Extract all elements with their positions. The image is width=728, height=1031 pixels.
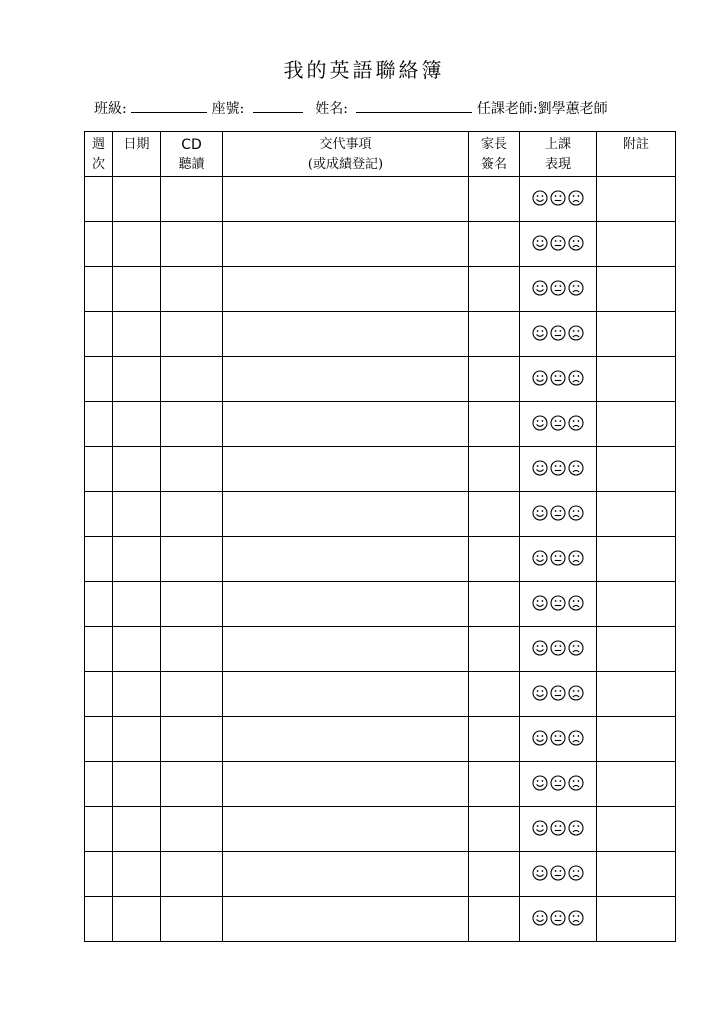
table-row (85, 447, 676, 492)
date-cell[interactable] (113, 717, 161, 762)
date-cell[interactable] (113, 672, 161, 717)
week-cell[interactable] (85, 807, 113, 852)
notes-cell[interactable] (597, 222, 676, 267)
table-row (85, 357, 676, 402)
notes-cell[interactable] (597, 672, 676, 717)
name-blank[interactable] (356, 100, 472, 113)
table-row (85, 222, 676, 267)
parent-signature-cell[interactable] (469, 672, 520, 717)
neutral-face-icon[interactable] (550, 865, 566, 881)
week-cell[interactable] (85, 537, 113, 582)
date-cell[interactable] (113, 312, 161, 357)
performance-rating-faces (532, 910, 584, 926)
week-cell[interactable] (85, 672, 113, 717)
sad-face-icon[interactable] (568, 370, 584, 386)
performance-rating-faces (532, 280, 584, 296)
cd-header-line2: 聽讀 (178, 157, 205, 172)
cd-cell[interactable] (161, 312, 223, 357)
table-row (85, 582, 676, 627)
parent-signature-cell[interactable] (469, 222, 520, 267)
notes-cell[interactable] (597, 492, 676, 537)
sad-face-icon[interactable] (568, 550, 584, 566)
neutral-face-icon[interactable] (550, 235, 566, 251)
cd-cell[interactable] (161, 537, 223, 582)
performance-rating-faces (532, 820, 584, 836)
performance-rating-faces (532, 775, 584, 791)
performance-rating-faces (532, 730, 584, 746)
sad-face-icon[interactable] (568, 595, 584, 611)
cd-cell[interactable] (161, 672, 223, 717)
cd-cell[interactable] (161, 177, 223, 222)
performance-cell (520, 852, 597, 897)
table-row (85, 312, 676, 357)
week-cell[interactable] (85, 897, 113, 942)
parent-signature-cell[interactable] (469, 852, 520, 897)
sad-face-icon[interactable] (568, 865, 584, 881)
teacher-label: 任課老師:劉學蕙老師 (476, 101, 608, 117)
table-row (85, 762, 676, 807)
parent-header-line2: 簽名 (480, 157, 507, 172)
cd-cell[interactable] (161, 492, 223, 537)
tasks-cell[interactable] (223, 627, 469, 672)
date-cell[interactable] (113, 222, 161, 267)
notes-cell[interactable] (597, 627, 676, 672)
performance-cell (520, 762, 597, 807)
date-cell[interactable] (113, 537, 161, 582)
table-row (85, 717, 676, 762)
neutral-face-icon[interactable] (550, 595, 566, 611)
parent-signature-cell[interactable] (469, 177, 520, 222)
performance-cell (520, 627, 597, 672)
happy-face-icon[interactable] (532, 820, 548, 836)
happy-face-icon[interactable] (532, 865, 548, 881)
performance-cell (520, 447, 597, 492)
performance-cell (520, 177, 597, 222)
neutral-face-icon[interactable] (550, 280, 566, 296)
happy-face-icon[interactable] (532, 595, 548, 611)
sad-face-icon[interactable] (568, 460, 584, 476)
parent-signature-cell[interactable] (469, 357, 520, 402)
tasks-cell[interactable] (223, 672, 469, 717)
cd-cell[interactable] (161, 402, 223, 447)
date-cell[interactable] (113, 582, 161, 627)
week-cell[interactable] (85, 852, 113, 897)
parent-signature-cell[interactable] (469, 402, 520, 447)
table-row (85, 807, 676, 852)
seat-blank[interactable] (253, 100, 303, 113)
page-title: 我的英語聯絡簿 (283, 58, 445, 82)
week-cell[interactable] (85, 762, 113, 807)
tasks-cell[interactable] (223, 312, 469, 357)
student-info-line (94, 98, 608, 118)
neutral-face-icon[interactable] (550, 550, 566, 566)
happy-face-icon[interactable] (532, 730, 548, 746)
notes-cell[interactable] (597, 402, 676, 447)
parent-signature-cell[interactable] (469, 627, 520, 672)
sad-face-icon[interactable] (568, 775, 584, 791)
neutral-face-icon[interactable] (550, 370, 566, 386)
cd-header (161, 132, 223, 177)
performance-cell (520, 897, 597, 942)
parent-header (469, 132, 520, 177)
tasks-header-line1: 交代事項 (319, 137, 372, 152)
sad-face-icon[interactable] (568, 910, 584, 926)
date-cell[interactable] (113, 762, 161, 807)
week-cell[interactable] (85, 177, 113, 222)
performance-cell (520, 312, 597, 357)
cd-cell[interactable] (161, 762, 223, 807)
happy-face-icon[interactable] (532, 505, 548, 521)
date-cell[interactable] (113, 492, 161, 537)
sad-face-icon[interactable] (568, 415, 584, 431)
table-row (85, 402, 676, 447)
week-cell[interactable] (85, 402, 113, 447)
tasks-cell[interactable] (223, 177, 469, 222)
neutral-face-icon[interactable] (550, 775, 566, 791)
neutral-face-icon[interactable] (550, 685, 566, 701)
notes-cell[interactable] (597, 807, 676, 852)
week-cell[interactable] (85, 222, 113, 267)
date-header-label: 日期 (123, 137, 150, 152)
parent-signature-cell[interactable] (469, 717, 520, 762)
date-cell[interactable] (113, 357, 161, 402)
tasks-cell[interactable] (223, 402, 469, 447)
performance-header-line1: 上課 (544, 137, 571, 152)
happy-face-icon[interactable] (532, 235, 548, 251)
happy-face-icon[interactable] (532, 415, 548, 431)
performance-cell (520, 222, 597, 267)
notes-cell[interactable] (597, 177, 676, 222)
performance-header (520, 132, 597, 177)
tasks-cell[interactable] (223, 717, 469, 762)
happy-face-icon[interactable] (532, 325, 548, 341)
tasks-header (223, 132, 469, 177)
neutral-face-icon[interactable] (550, 910, 566, 926)
notes-cell[interactable] (597, 357, 676, 402)
notes-cell[interactable] (597, 762, 676, 807)
parent-signature-cell[interactable] (469, 492, 520, 537)
week-header-line2: 次 (91, 157, 105, 172)
cd-cell[interactable] (161, 222, 223, 267)
week-cell[interactable] (85, 582, 113, 627)
table-row (85, 492, 676, 537)
sad-face-icon[interactable] (568, 730, 584, 746)
happy-face-icon[interactable] (532, 550, 548, 566)
parent-signature-cell[interactable] (469, 807, 520, 852)
header-row (85, 132, 676, 177)
performance-rating-faces (532, 190, 584, 206)
parent-signature-cell[interactable] (469, 447, 520, 492)
date-cell[interactable] (113, 267, 161, 312)
performance-cell (520, 672, 597, 717)
notes-cell[interactable] (597, 852, 676, 897)
parent-signature-cell[interactable] (469, 762, 520, 807)
date-cell[interactable] (113, 897, 161, 942)
performance-rating-faces (532, 550, 584, 566)
notes-cell[interactable] (597, 447, 676, 492)
sad-face-icon[interactable] (568, 685, 584, 701)
table-row (85, 537, 676, 582)
table-row (85, 897, 676, 942)
cd-cell[interactable] (161, 852, 223, 897)
happy-face-icon[interactable] (532, 775, 548, 791)
cd-cell[interactable] (161, 447, 223, 492)
performance-cell (520, 492, 597, 537)
date-header (113, 132, 161, 177)
neutral-face-icon[interactable] (550, 460, 566, 476)
week-cell[interactable] (85, 717, 113, 762)
performance-rating-faces (532, 865, 584, 881)
happy-face-icon[interactable] (532, 685, 548, 701)
tasks-cell[interactable] (223, 267, 469, 312)
notes-cell[interactable] (597, 537, 676, 582)
performance-rating-faces (532, 415, 584, 431)
table-row (85, 177, 676, 222)
cd-cell[interactable] (161, 582, 223, 627)
neutral-face-icon[interactable] (550, 415, 566, 431)
performance-rating-faces (532, 325, 584, 341)
sad-face-icon[interactable] (568, 640, 584, 656)
performance-rating-faces (532, 595, 584, 611)
tasks-header-line2: (或成績登記) (307, 157, 384, 172)
sad-face-icon[interactable] (568, 325, 584, 341)
performance-rating-faces (532, 235, 584, 251)
week-header-line1: 週 (91, 137, 105, 152)
seat-label: 座號: (211, 101, 245, 117)
cd-cell[interactable] (161, 897, 223, 942)
performance-rating-faces (532, 640, 584, 656)
tasks-cell[interactable] (223, 492, 469, 537)
happy-face-icon[interactable] (532, 280, 548, 296)
tasks-cell[interactable] (223, 807, 469, 852)
performance-cell (520, 537, 597, 582)
happy-face-icon[interactable] (532, 190, 548, 206)
tasks-cell[interactable] (223, 897, 469, 942)
week-cell[interactable] (85, 447, 113, 492)
tasks-cell[interactable] (223, 582, 469, 627)
sad-face-icon[interactable] (568, 820, 584, 836)
notes-cell[interactable] (597, 582, 676, 627)
sad-face-icon[interactable] (568, 235, 584, 251)
neutral-face-icon[interactable] (550, 820, 566, 836)
week-cell[interactable] (85, 492, 113, 537)
tasks-cell[interactable] (223, 852, 469, 897)
week-header (85, 132, 113, 177)
neutral-face-icon[interactable] (550, 505, 566, 521)
class-label: 班級: (94, 101, 127, 117)
neutral-face-icon[interactable] (550, 190, 566, 206)
cd-header-line1: CD (181, 137, 202, 153)
performance-cell (520, 267, 597, 312)
table-row (85, 267, 676, 312)
notes-cell[interactable] (597, 267, 676, 312)
performance-cell (520, 717, 597, 762)
date-cell[interactable] (113, 447, 161, 492)
cd-cell[interactable] (161, 807, 223, 852)
cd-cell[interactable] (161, 717, 223, 762)
table-row (85, 672, 676, 717)
happy-face-icon[interactable] (532, 910, 548, 926)
date-cell[interactable] (113, 852, 161, 897)
parent-signature-cell[interactable] (469, 537, 520, 582)
date-cell[interactable] (113, 402, 161, 447)
table-body (85, 177, 676, 942)
performance-cell (520, 582, 597, 627)
parent-signature-cell[interactable] (469, 582, 520, 627)
tasks-cell[interactable] (223, 447, 469, 492)
date-cell[interactable] (113, 627, 161, 672)
sad-face-icon[interactable] (568, 505, 584, 521)
happy-face-icon[interactable] (532, 370, 548, 386)
table-row (85, 852, 676, 897)
performance-rating-faces (532, 505, 584, 521)
cd-cell[interactable] (161, 627, 223, 672)
parent-signature-cell[interactable] (469, 267, 520, 312)
performance-rating-faces (532, 460, 584, 476)
performance-rating-faces (532, 685, 584, 701)
tasks-cell[interactable] (223, 357, 469, 402)
week-cell[interactable] (85, 627, 113, 672)
performance-cell (520, 357, 597, 402)
neutral-face-icon[interactable] (550, 730, 566, 746)
cd-cell[interactable] (161, 267, 223, 312)
sad-face-icon[interactable] (568, 190, 584, 206)
happy-face-icon[interactable] (532, 460, 548, 476)
tasks-cell[interactable] (223, 537, 469, 582)
contact-book-table (84, 131, 676, 942)
neutral-face-icon[interactable] (550, 640, 566, 656)
parent-header-line1: 家長 (480, 137, 507, 152)
week-cell[interactable] (85, 357, 113, 402)
notes-cell[interactable] (597, 312, 676, 357)
tasks-cell[interactable] (223, 762, 469, 807)
parent-signature-cell[interactable] (469, 897, 520, 942)
week-cell[interactable] (85, 267, 113, 312)
cd-cell[interactable] (161, 357, 223, 402)
notes-header (597, 132, 676, 177)
date-cell[interactable] (113, 177, 161, 222)
parent-signature-cell[interactable] (469, 312, 520, 357)
performance-header-line2: 表現 (544, 157, 571, 172)
sad-face-icon[interactable] (568, 280, 584, 296)
performance-cell (520, 402, 597, 447)
notes-cell[interactable] (597, 897, 676, 942)
week-cell[interactable] (85, 312, 113, 357)
performance-rating-faces (532, 370, 584, 386)
date-cell[interactable] (113, 807, 161, 852)
performance-cell (520, 807, 597, 852)
name-label: 姓名: (315, 101, 348, 117)
table-row (85, 627, 676, 672)
notes-cell[interactable] (597, 717, 676, 762)
happy-face-icon[interactable] (532, 640, 548, 656)
neutral-face-icon[interactable] (550, 325, 566, 341)
class-blank[interactable] (131, 100, 207, 113)
tasks-cell[interactable] (223, 222, 469, 267)
notes-header-label: 附註 (622, 137, 649, 152)
